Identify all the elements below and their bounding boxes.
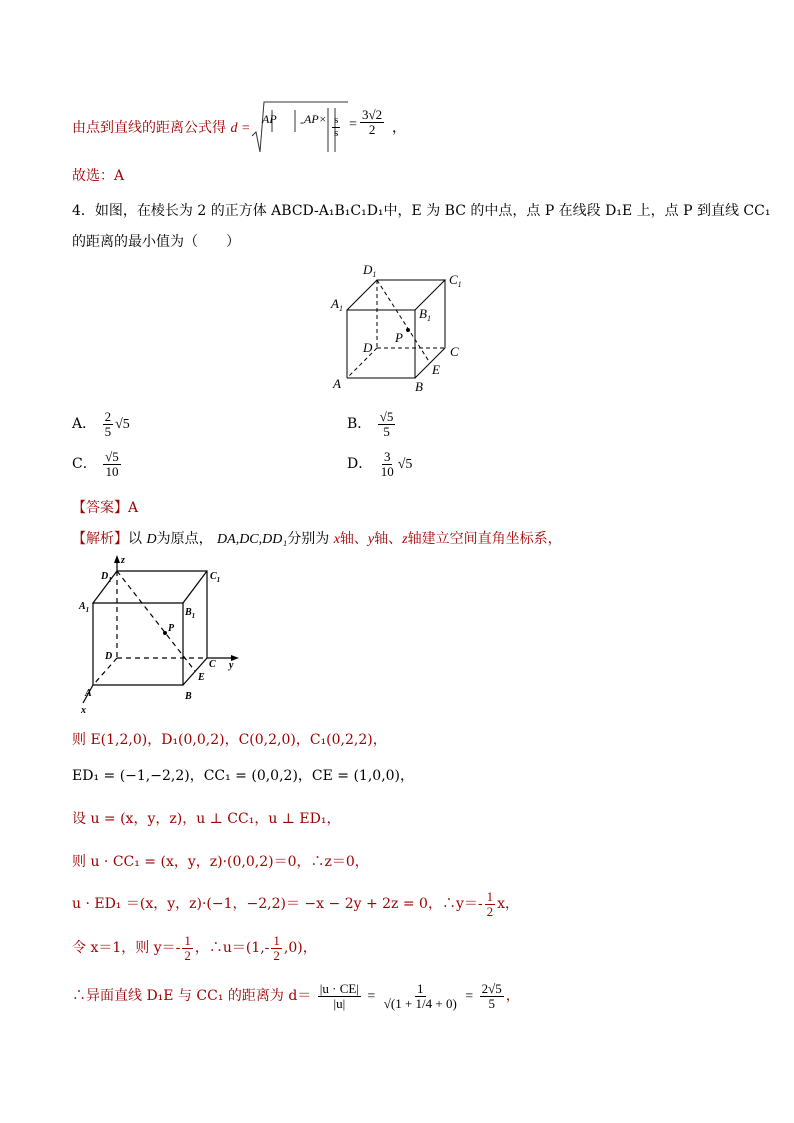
label2-a: A bbox=[85, 688, 92, 699]
option-c[interactable]: C． $\frac{√5}{10}$ bbox=[72, 449, 119, 479]
option-d[interactable]: D． $\frac{3}{10}$ √5 bbox=[347, 449, 413, 479]
formula-tail: ， bbox=[392, 121, 406, 136]
label-d1: $D_1$ bbox=[363, 262, 377, 279]
option-b[interactable]: B． $\frac{√5}{5}$ bbox=[347, 409, 394, 439]
label2-b: B bbox=[185, 691, 192, 702]
vector-ap-cross: AP× bbox=[304, 112, 327, 126]
axis-y: y bbox=[229, 660, 234, 671]
coords-line: 则 E(1,2,0)，D₁(0,0,2)，C(0,2,0)，C₁(0,2,2)， bbox=[72, 732, 387, 748]
label-b: B bbox=[415, 379, 423, 394]
formula-d: d bbox=[230, 121, 238, 136]
label-p: P bbox=[395, 330, 403, 345]
option-a[interactable]: A． $\frac{2}{5}$ √5 bbox=[72, 409, 130, 439]
cube-axes-figure bbox=[75, 553, 245, 718]
inner-frac: $\frac{s}{s}$ bbox=[334, 114, 339, 139]
label2-d: D bbox=[105, 651, 113, 662]
analysis-line: 【解析】以 D为原点， DA,DC,DD₁分别为 x轴、y轴、z轴建立空间直角坐标系， bbox=[72, 531, 562, 547]
label2-d1: $D_1$ bbox=[101, 571, 112, 584]
label2-c1: $C_1$ bbox=[210, 571, 221, 584]
previous-answer: 故选：A bbox=[72, 168, 125, 184]
label-a: A bbox=[333, 376, 341, 391]
label2-p: P bbox=[168, 623, 175, 634]
formula-eq2: = bbox=[349, 117, 357, 132]
label2-e: E bbox=[198, 672, 205, 683]
svg-text:-: - bbox=[300, 115, 304, 129]
label2-a1: $A_1$ bbox=[79, 601, 90, 614]
label-d: D bbox=[363, 340, 373, 355]
answer-label: 【答案】A bbox=[72, 500, 139, 516]
formula-line bbox=[72, 117, 250, 137]
eq2-line: u · ED₁ ＝(x，y，z)·(−1，−2,2)＝ −x − 2y + 2z = 0，∴y＝- $\frac{1}{2}$ x， bbox=[72, 889, 520, 919]
label-a1: $A_1$ bbox=[331, 296, 343, 313]
vectors-line: ED₁ = (−1,−2,2)，CC₁ = (0,0,2)，CE = (1,0,0)， bbox=[72, 768, 415, 784]
axis-x: x bbox=[81, 705, 86, 716]
result-frac: $\frac{3√2}{2}$ bbox=[362, 107, 383, 137]
set-u-line: 设 u = (x，y，z)，u ⊥ CC₁，u ⊥ ED₁， bbox=[72, 811, 341, 827]
vector-ap: AP bbox=[262, 112, 277, 126]
label-c: C bbox=[450, 344, 459, 359]
label-c1: $C_1$ bbox=[449, 272, 462, 289]
eq4-line: ∴异面直线 D₁E 与 CC₁ 的距离为 d＝ $\frac{|u \cdot CE|}{|u|}$ = $\frac{1}{√(1 + 1/4 + 0)}$ = $\frac{2√5}{5}$ ， bbox=[72, 981, 520, 1011]
axis-z: z bbox=[121, 555, 125, 566]
label-b1: $B_1$ bbox=[419, 306, 431, 323]
question-4-line1: 4．如图，在棱长为 2 的正方体 ABCD-A₁B₁C₁D₁中，E 为 BC 的中点，点 P 在线段 D₁E 上，点 P 到直线 CC₁ bbox=[72, 203, 771, 219]
formula-prefix: 由点到直线的距离公式得 bbox=[72, 120, 226, 136]
question-4-line2: 的距离的最小值为（ ） bbox=[72, 234, 240, 250]
label2-b1: $B_1$ bbox=[185, 607, 196, 620]
eq3-line: 令 x＝1，则 y＝- $\frac{1}{2}$ ，∴u＝(1,- $\frac{1}{2}$ ,0)， bbox=[72, 933, 317, 963]
eq1-line: 则 u · CC₁ = (x，y，z)·(0,0,2)＝0，∴z＝0， bbox=[72, 854, 369, 870]
formula-eq: = bbox=[241, 121, 250, 136]
cube-figure bbox=[325, 260, 475, 395]
label-e: E bbox=[432, 362, 440, 377]
label2-c: C bbox=[209, 659, 216, 670]
